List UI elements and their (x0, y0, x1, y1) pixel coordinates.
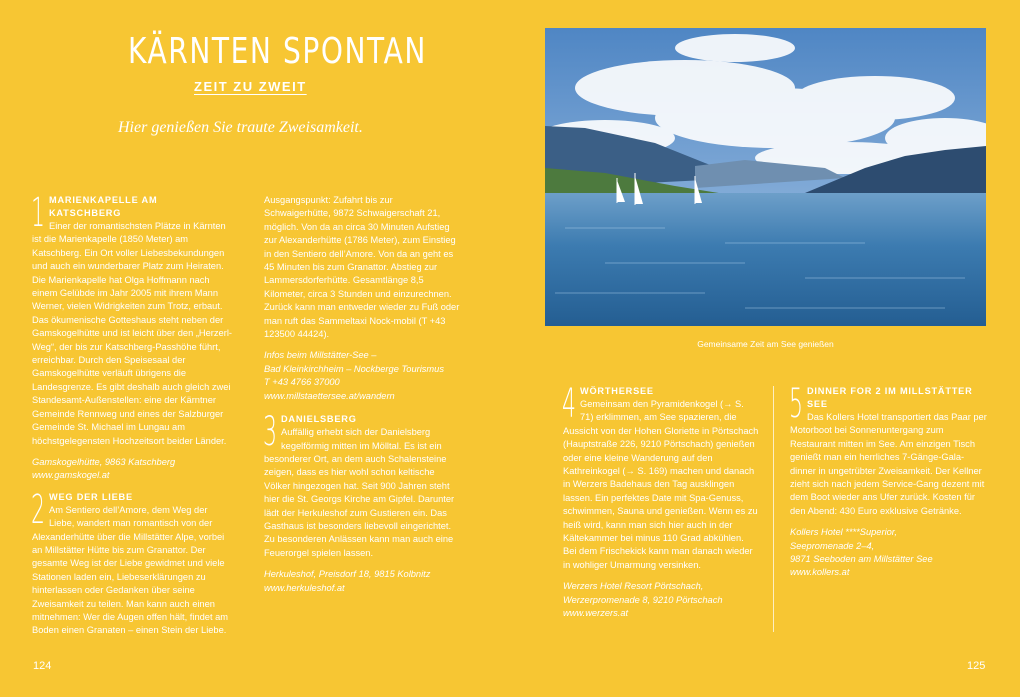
section-number: 4 (562, 381, 576, 427)
info-line: Seepromenade 2–4, (790, 540, 875, 551)
info-line: Herkuleshof, Preisdorf 18, 9815 Kolbnitz (264, 569, 431, 580)
info-link[interactable]: www.millstaettersee.at/wandern (264, 390, 395, 401)
section-body: Gemeinsam den Pyramidenkogel (→ S. 71) erklimmen, am See spazieren, die Aussicht von der Hohen Gloriette in Pörtschach (Hauptstraße 226, 9210 Pörtschach) genießen oder eine kleine Wanderung auf den Kathreinkogel (→ S. 169) machen und danach in Werzers Badehaus den Tag ausklingen lassen. Ein perfektes Date mit Spa-Genuss, schwimmen, Sauna und genießen. Wenn es zu heiß wird, kann man sich hier auch in der Kältekammer bei minus 110 Grad abkühlen. Bei dem Frischekick kann man danach wieder in wohliger Umarmung versinken. (563, 399, 759, 570)
section-3 (263, 409, 460, 595)
info-line: Infos beim Millstätter-See – (264, 350, 377, 361)
section-2 (31, 486, 232, 638)
info-line: Werzers Hotel Resort Pörtschach, (563, 581, 704, 592)
info-line: T +43 4766 37000 (264, 377, 340, 388)
info-line: 9871 Seeboden am Millstätter See (790, 554, 933, 565)
section-number: 2 (31, 486, 45, 533)
section-body: Auffällig erhebt sich der Danielsberg kegelförmig mitten im Mölltal. Es ist ein besonderer Ort, an dem auch Schalensteine zeigen, dass es hier wohl schon keltische Völker hingezogen hat. Seit 900 Jahren steht hier die St. Georgs Kirche am Gipfel. Darunter lädt der Herkuleshof zum Gustieren ein. Das Gasthaus ist besonders liebevoll eingerichtet. Zu besonderen Anlässen kann man auch eine Feuerorgel spielen lassen. (264, 427, 455, 558)
section-number: 5 (789, 381, 803, 427)
page-title: KÄRNTEN SPONTAN (128, 31, 427, 72)
section-info (32, 456, 232, 483)
section-heading: DANIELSBERG (281, 414, 357, 425)
info-link[interactable]: www.werzers.at (563, 608, 629, 619)
info-link[interactable]: www.gamskogel.at (32, 470, 110, 481)
section-heading: WEG DER LIEBE (49, 491, 133, 502)
section-info (790, 526, 988, 580)
lake-photo-illustration (545, 28, 986, 326)
section-info (264, 349, 460, 403)
column-1 (31, 190, 232, 646)
section-heading: MARIENKAPELLE AM KATSCHBERG (49, 195, 158, 218)
section-body: Am Sentiero dell’Amore, dem Weg der Liebe, wandert man romantisch von der Alexanderhütte über die Millstätter Alpe, vorbei an Millstätter Hütte bis zum Granattor. Der gesamte Weg ist der Liebe gewidmet und viele Stationen laden ein, Liebeserklärungen zu hinterlassen oder Gedanken über seine Zweisamkeit zu teilen. Man kann auch einen mitnehmen: Wer die Augen offen hält, findet am Boden einen Granaten – einen Stein der Liebe. (32, 504, 229, 636)
water (545, 193, 986, 326)
info-line: Kollers Hotel ****Superior, (790, 527, 897, 538)
section-heading: DINNER FOR 2 IM MILLSTÄTTER SEE (807, 386, 973, 409)
section-body: Das Kollers Hotel transportiert das Paar per Motorboot bei Sonnenuntergang zum Restaurant mitten im See. Am einzigen Tisch genießt man ein herrliches 7-Gänge-Gala-dinner in ungetrübter Zweisamkeit. Der Kellner zieht sich nach jedem Service-Gang dezent mit dem Boot wieder ans Ufer zurück. Kosten für den Abend: 430 Euro exklusive Getränke. (790, 412, 987, 516)
info-line: Werzerpromenade 8, 9210 Pörtschach (563, 594, 723, 605)
section-body: Einer der romantischsten Plätze in Kärnten ist die Marienkapelle (1850 Meter) am Katschberg. Ein Ort voller Liebesbekundungen und auch ein wunderbarer Platz zum Heiraten. Die Marienkapelle hat Olga Hoffmann nach einem Gelübde im Jahr 2005 mit ihrem Mann Werner, vielen Widrigkeiten zum Trotz, erbaut. Das ökumenische Gotteshaus steht neben der Gamskogelhütte und ist leicht über den „Herzerl-Weg“, der bis zur Katschberg-Passhöhe führt, erreichbar. Durch den Speisesaal der Gamskogelhütte verläuft übrigens die Landesgrenze. Es gibt deshalb auch gleich zwei Standesamt-Außenstellen: eine der Kärntner Gemeinde Rennweg und eines der Salzburger Gemeinde St. Michael im Lungau am höchstgelegensten Hochzeitsort beider Länder. (32, 221, 232, 446)
info-line: Gamskogelhütte, 9863 Katschberg (32, 456, 176, 467)
info-link[interactable]: www.herkuleshof.at (264, 582, 345, 593)
section-body-2: Ausgangspunkt: Zufahrt bis zur Schwaigerhütte, 9872 Schwaigerschaft 21, möglich. Von da an circa 30 Minuten Aufstieg zur Alexanderhütte (1786 Meter), zum Einstieg in den Sentiero dell’Amore. Von da an geht es 45 Minuten bis zum Granattor. Abstieg zur Lammersdorferhütte. Gesamtlänge 8,5 Kilometer, circa 3 Stunden und einzurechnen. Zurück kann man entweder wieder zu Fuß oder man ruft das Sammeltaxi Nock-mobil (T +43 123500 44424). (264, 195, 460, 340)
photo-caption: Gemeinsame Zeit am See genießen (697, 339, 834, 349)
section-5 (789, 381, 988, 580)
lake-photo (545, 28, 986, 326)
section-info (563, 580, 759, 620)
page-subtitle: ZEIT ZU ZWEIT (194, 79, 307, 94)
page-number-left: 124 (33, 660, 52, 672)
column-divider (773, 386, 774, 632)
section-1 (31, 190, 232, 483)
section-info (264, 568, 460, 595)
section-heading: WÖRTHERSEE (580, 386, 654, 396)
info-link[interactable]: www.kollers.at (790, 567, 850, 578)
info-line: Bad Kleinkirchheim – Nockberge Tourismus (264, 363, 444, 374)
page-number-right: 125 (967, 660, 986, 672)
column-3 (562, 381, 759, 629)
column-4 (789, 381, 988, 588)
section-4 (562, 381, 759, 621)
tagline: Hier genießen Sie traute Zweisamkeit. (118, 119, 363, 136)
column-2 (264, 194, 460, 603)
section-number: 3 (263, 409, 277, 456)
section-number: 1 (31, 190, 45, 236)
